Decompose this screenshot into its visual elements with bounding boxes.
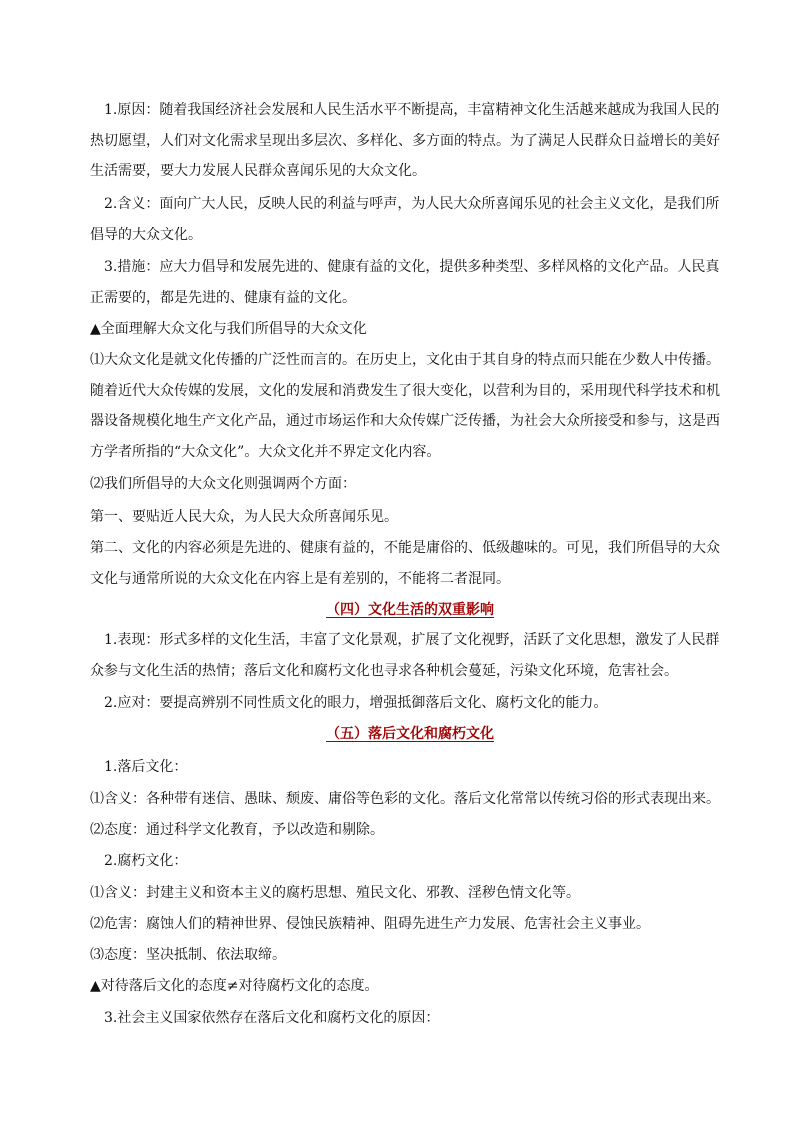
paragraph-reasons-existence: 3.社会主义国家依然存在落后文化和腐朽文化的原因： (104, 1010, 440, 1026)
section-heading-backward-decadent: （五）落后文化和腐朽文化 (326, 726, 494, 742)
paragraph-decadent-culture: 2.腐朽文化： (104, 853, 188, 869)
paragraph-backward-meaning: ⑴含义：各种带有迷信、愚昧、颓废、庸俗等色彩的文化。落后文化常常以传统习俗的形式表现出来。 (90, 791, 720, 807)
paragraph-backward-attitude: ⑵态度：通过科学文化教育，予以改造和剔除。 (90, 822, 384, 838)
paragraph-decadent-attitude: ⑶态度：坚决抵制、依法取缔。 (90, 947, 286, 963)
paragraph-manifestation: 1.表现：形式多样的文化生活，丰富了文化景观，扩展了文化视野，活跃了文化思想，激发了人民群众参与文化生活的热情；落后文化和腐朽文化也寻求各种机会蔓延，污染文化环境，危害社会。 (90, 632, 720, 679)
paragraph-measures: 3.措施：应大力倡导和发展先进的、健康有益的文化，提供多种类型、多样风格的文化产品。人民真正需要的，都是先进的、健康有益的文化。 (90, 259, 720, 306)
paragraph-decadent-meaning: ⑴含义：封建主义和资本主义的腐朽思想、殖民文化、邪教、淫秽色情文化等。 (90, 885, 580, 901)
paragraph-backward-culture: 1.落后文化： (104, 759, 188, 775)
paragraph-note-mass-culture: ▲全面理解大众文化与我们所倡导的大众文化 (90, 321, 367, 337)
paragraph-decadent-harm: ⑵危害：腐蚀人们的精神世界、侵蚀民族精神、阻碍先进生产力发展、危害社会主义事业。 (90, 916, 650, 932)
paragraph-note-attitudes: ▲对待落后文化的态度≠对待腐朽文化的态度。 (90, 978, 379, 994)
paragraph-second-point: 第二、文化的内容必须是先进的、健康有益的，不能是庸俗的、低级趣味的。可见，我们所倡导的大众文化与通常所说的大众文化在内容上是有差别的，不能将二者混同。 (90, 540, 720, 587)
paragraph-meaning: 2.含义：面向广大人民，反映人民的利益与呼声，为人民大众所喜闻乐见的社会主义文化，是我们所倡导的大众文化。 (90, 196, 720, 243)
paragraph-mass-culture-1: ⑴大众文化是就文化传播的广泛性而言的。在历史上，文化由于其自身的特点而只能在少数人中传播。随着近代大众传媒的发展，文化的发展和消费发生了很大变化，以营利为目的，采用现代科学技术和机器设备规模化地生产文化产品，通过市场运作和大众传媒广泛传播，为社会大众所接受和参与，这是西方学者所指的“大众文化”。大众文化并不界定文化内容。 (90, 352, 720, 460)
paragraph-mass-culture-2: ⑵我们所倡导的大众文化则强调两个方面： (90, 476, 356, 492)
paragraph-response: 2.应对：要提高辨别不同性质文化的眼力，增强抵御落后文化、腐朽文化的能力。 (104, 695, 608, 711)
section-heading-dual-impact: （四）文化生活的双重影响 (326, 602, 494, 618)
paragraph-reason: 1.原因：随着我国经济社会发展和人民生活水平不断提高，丰富精神文化生活越来越成为我国人民的热切愿望，人们对文化需求呈现出多层次、多样化、多方面的特点。为了满足人民群众日益增长的美好生活需要，要大力发展人民群众喜闻乐见的大众文化。 (90, 102, 720, 179)
paragraph-first-point: 第一、要贴近人民大众，为人民大众所喜闻乐见。 (90, 509, 398, 525)
